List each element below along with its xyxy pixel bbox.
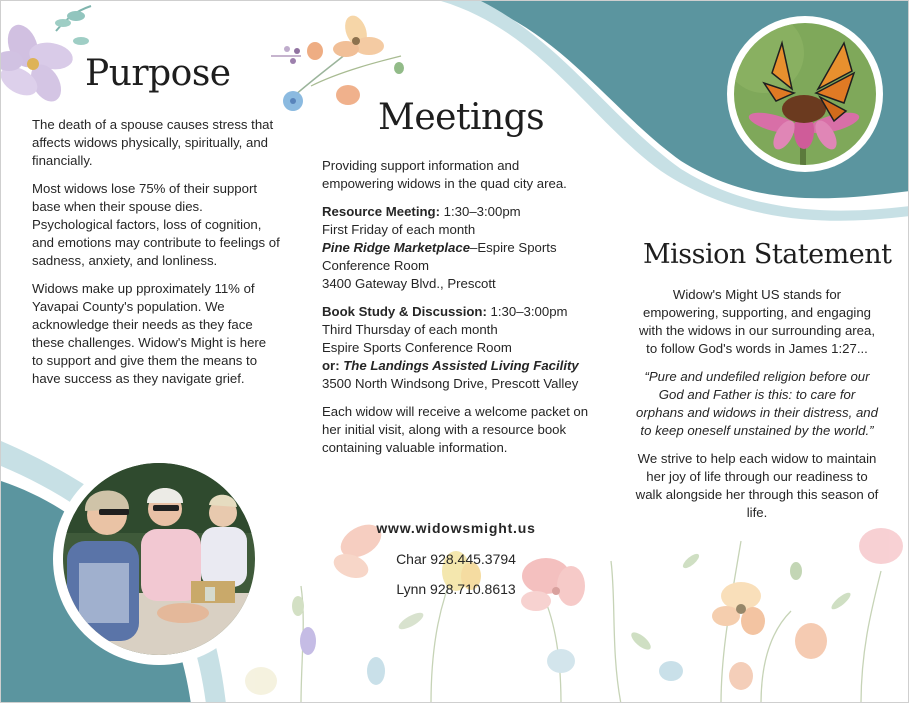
purpose-section [32, 116, 280, 398]
book-study-alt-venue: The Landings Assisted Living Facility [343, 358, 579, 373]
book-study-block [322, 303, 592, 393]
purpose-heading: Purpose [85, 53, 231, 94]
resource-meeting-venue-room: –Espire Sports Conference Room [322, 240, 557, 273]
book-study-alt-address: 3500 North Windsong Drive, Prescott Valley [322, 376, 579, 391]
butterflies-photo [734, 23, 876, 165]
meetings-heading: Meetings [378, 97, 545, 138]
welcome-packet-text: Each widow will receive a welcome packet on her initial visit, along with a resource book containing valuable information. [322, 404, 589, 455]
mission-closing-text: We strive to help each widow to maintain her joy of life through our readiness to walk alongside her through this season of life. [635, 451, 879, 520]
wildflower-meadow-bottom [245, 518, 903, 703]
resource-meeting-block [322, 203, 592, 293]
resource-meeting-label: Resource Meeting: [322, 204, 440, 219]
resource-meeting-time: 1:30–3:00pm [439, 204, 521, 219]
book-study-time: 1:30–3:00pm [486, 304, 568, 319]
mission-scripture-quote: “Pure and undefiled religion before our God and Father is this: to care for orphans and widows in their distress, and to keep oneself unstained by the world.” [636, 369, 878, 438]
website-link[interactable]: www.widowsmight.us [376, 520, 536, 536]
mission-heading: Mission Statement [643, 239, 892, 270]
book-study-venue: Espire Sports Conference Room [322, 340, 512, 355]
purpose-paragraph-1: The death of a spouse causes stress that affects widows physically, spiritually, and financially. [32, 117, 274, 168]
book-study-label: Book Study & Discussion: [322, 304, 487, 319]
resource-meeting-address: 3400 Gateway Blvd., Prescott [322, 276, 496, 291]
resource-meeting-venue-name: Pine Ridge Marketplace [322, 240, 471, 255]
meetings-intro: Providing support information and empowering widows in the quad city area. [322, 158, 567, 191]
mission-statement-text: Widow's Might US stands for empowering, supporting, and engaging with the widows in our surrounding area, to follow God's words in James 1:27... [638, 287, 876, 356]
contact-char-phone[interactable]: Char 928.445.3794 [396, 551, 516, 567]
mission-section [635, 286, 879, 532]
purpose-paragraph-2: Most widows lose 75% of their support base when their spouse dies. Psychological factors, loss of cognition, and emotions may contribute to feelings of sadness, anxiety, and lonliness. [32, 181, 280, 268]
contact-lynn-phone[interactable]: Lynn 928.710.8613 [396, 581, 516, 597]
meetings-section [322, 157, 592, 467]
women-painting-photo [63, 463, 255, 655]
book-study-schedule: Third Thursday of each month [322, 322, 498, 337]
purpose-paragraph-3: Widows make up pproximately 11% of Yavapai County's population. We acknowledge their needs as they face these challenges. Widow's Might is here to support and give them the means to have success as they navigate grief. [32, 281, 267, 386]
resource-meeting-schedule: First Friday of each month [322, 222, 476, 237]
purple-flower-top-left [1, 6, 91, 107]
book-study-or-label: or: [322, 358, 344, 373]
